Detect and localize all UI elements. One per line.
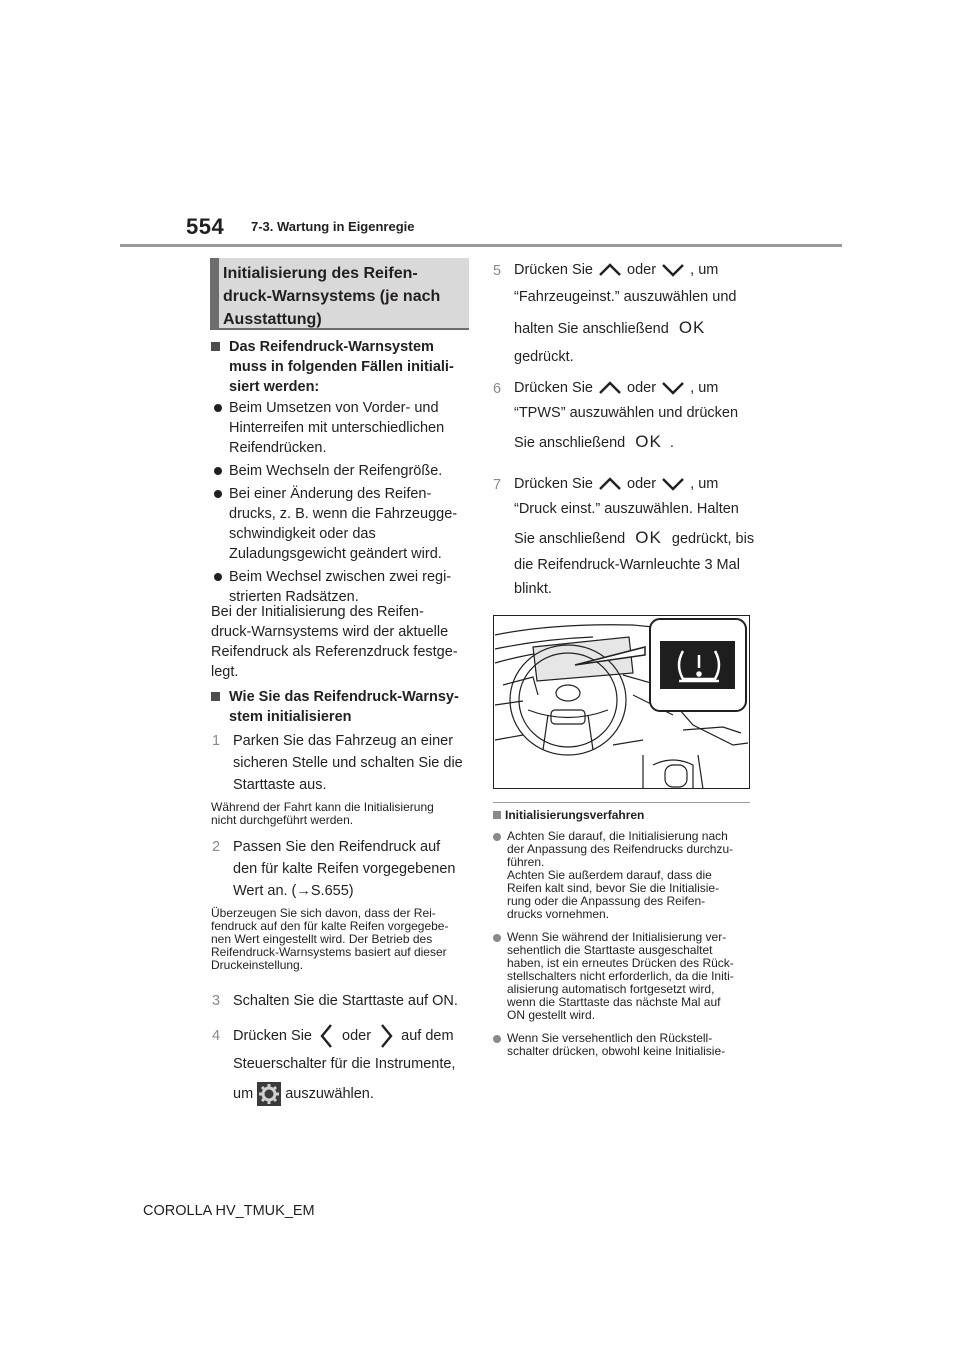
ok-button-glyph: OK xyxy=(678,318,706,337)
bullet-icon xyxy=(493,833,501,841)
note-2: Überzeugen Sie sich davon, dass der Rei- fendruck auf den für kalte Reifen vorgegebe- nen Wert eingestellt wird. Der Betrieb des Reifendruck-Warnsystems basiert auf dieser Druckeinstellung. xyxy=(211,906,449,972)
chevron-up-icon xyxy=(597,378,623,398)
paragraph-reference: Bei der Initialisierung des Reifen- druck-Warnsystems wird der aktuelle Reifendruck als Referenzdruck festge- legt. xyxy=(211,604,458,680)
bullet-icon xyxy=(214,404,222,412)
dashboard-illustration xyxy=(493,615,750,789)
step-3: 3 Schalten Sie die Starttaste auf ON. xyxy=(212,993,458,1009)
bullet-icon xyxy=(214,467,222,475)
square-bullet-icon xyxy=(493,811,501,819)
bullet-icon xyxy=(493,1035,501,1043)
list-item: Wenn Sie versehentlich den Rückstell- schalter drücken, obwohl keine Initialisie- xyxy=(493,1032,755,1058)
heading-how-initialize: Wie Sie das Reifendruck-Warnsy- stem initialisieren xyxy=(211,687,471,727)
step-1: 1 Parken Sie das Fahrzeug an einer sicheren Stelle und schalten Sie die Starttaste aus. xyxy=(212,733,463,793)
page-number: 554 xyxy=(186,214,225,239)
step-2: 2 Passen Sie den Reifendruck auf den für kalte Reifen vorgegebenen Wert an. (→S.655) xyxy=(212,839,456,899)
list-item: Beim Wechseln der Reifengröße. xyxy=(211,461,471,481)
step-4: 4 Drücken Sie oder auf dem Steuerschalter für die Instrumente, um auszuwählen. xyxy=(211,1023,476,1107)
chevron-up-icon xyxy=(597,260,623,280)
ok-button-glyph: OK xyxy=(635,432,662,451)
divider xyxy=(493,802,750,803)
chevron-up-icon xyxy=(597,474,623,494)
box-title: Initialisierung des Reifen- druck-Warnsystems (je nach Ausstattung) xyxy=(223,265,441,328)
list-item: Bei einer Änderung des Reifen- drucks, z. B. wenn die Fahrzeugge- schwindigkeit oder das Zuladungsgewicht geändert wird. xyxy=(211,484,471,564)
chevron-down-icon xyxy=(660,474,686,494)
chevron-down-icon xyxy=(660,260,686,280)
ok-button-glyph: OK xyxy=(635,528,662,547)
chevron-left-icon xyxy=(316,1023,338,1049)
info-heading: Initialisierungsverfahren xyxy=(493,809,753,822)
chevron-down-icon xyxy=(660,378,686,398)
box-underline xyxy=(210,328,469,330)
bullet-icon xyxy=(214,573,222,581)
heading-when-initialize: Das Reifendruck-Warnsystem muss in folgenden Fällen initiali- siert werden: xyxy=(211,337,471,397)
bullet-icon xyxy=(214,490,222,498)
step-7: 7 Drücken Sie oder , um “Druck einst.” auszuwählen. Halten Sie anschließend OK gedrückt, bis die Reifendruck-Warnleuchte 3 Mal blinkt. xyxy=(493,476,755,597)
bullet-icon xyxy=(493,934,501,942)
chevron-right-icon xyxy=(375,1023,397,1049)
list-item: Beim Wechsel zwischen zwei regi- strierten Radsätzen. xyxy=(211,567,471,607)
step-5: 5 Drücken Sie oder , um “Fahrzeugeinst.” auszuwählen und halten Sie anschließend OK gedrückt. xyxy=(493,262,737,365)
section-title: 7-3. Wartung in Eigenregie xyxy=(251,219,415,234)
bullet-list xyxy=(211,398,471,607)
note-1: Während der Fahrt kann die Initialisierung nicht durchgeführt werden. xyxy=(211,800,434,827)
footer-model: COROLLA HV_TMUK_EM xyxy=(143,1203,315,1219)
step-6: 6 Drücken Sie oder , um “TPWS” auszuwählen und drücken Sie anschließend OK . xyxy=(493,380,739,451)
square-bullet-icon xyxy=(211,342,220,351)
list-item: Wenn Sie während der Initialisierung ver- sehentlich die Starttaste ausgeschaltet haben, ist ein erneutes Drücken des Rück- stellschalters nicht erforderlich, da die Initi- alisierung automatisch fortgesetzt wird, wenn die Starttaste das nächste Mal auf ON gestellt wird. xyxy=(493,931,755,1022)
gear-icon xyxy=(257,1082,281,1106)
list-item: Beim Umsetzen von Vorder- und Hinterreifen mit unterschiedlichen Reifendrücken. xyxy=(211,398,471,458)
header-rule xyxy=(120,244,842,247)
square-bullet-icon xyxy=(211,692,220,701)
list-item: Achten Sie darauf, die Initialisierung nach der Anpassung des Reifendrucks durchzu- führen. Achten Sie außerdem darauf, dass die Reifen kalt sind, bevor Sie die Initialisie- rung oder die Anpassung des Reifen- drucks vornehmen. xyxy=(493,830,755,921)
info-list xyxy=(493,830,755,1058)
